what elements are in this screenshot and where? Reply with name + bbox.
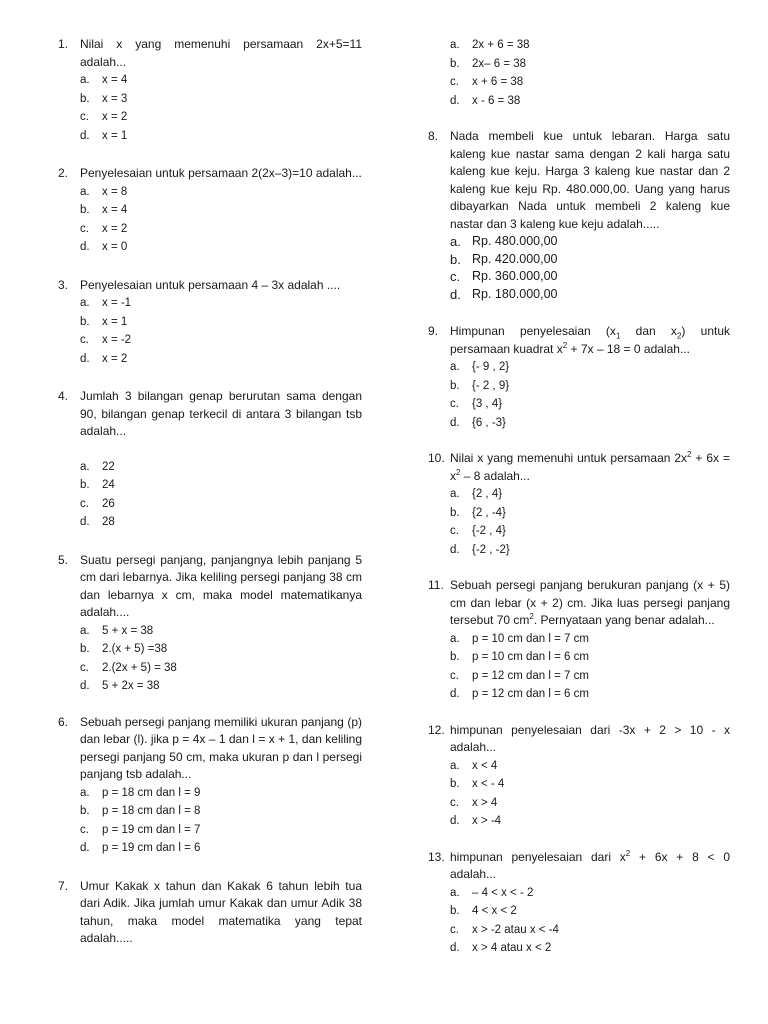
option-a[interactable] (80, 622, 362, 641)
option-text: p = 19 cm dan l = 7 (102, 823, 201, 836)
option-text: 2.(2x + 5) = 38 (102, 661, 177, 674)
option-d[interactable] (450, 812, 730, 831)
question-6 (58, 714, 362, 858)
option-text: 28 (102, 516, 115, 528)
option-text: 2.(x + 5) =38 (102, 643, 168, 655)
question-number: 1. (58, 37, 69, 51)
option-text: p = 10 cm dan l = 6 cm (472, 651, 589, 663)
option-text: x > -4 (472, 815, 502, 827)
option-a[interactable] (450, 630, 730, 649)
question-8 (428, 128, 730, 303)
option-letter: c. (450, 269, 461, 284)
option-letter: a. (450, 886, 460, 899)
option-letter: b. (80, 204, 90, 216)
option-text: x - 6 = 38 (472, 94, 521, 107)
option-c[interactable] (450, 667, 730, 686)
option-a[interactable] (450, 36, 730, 55)
option-letter: a. (80, 74, 90, 86)
option-text: Rp. 360.000,00 (472, 269, 558, 283)
option-c[interactable] (80, 220, 362, 239)
option-text: 5 + 2x = 38 (102, 680, 160, 692)
question-number: 5. (58, 552, 69, 567)
question-3 (58, 277, 362, 369)
option-c[interactable] (450, 522, 730, 541)
options (80, 622, 362, 696)
option-text: {2 , -4} (472, 506, 506, 519)
option-text: p = 18 cm dan l = 9 (102, 786, 201, 799)
option-text: x > -2 atau x < -4 (472, 923, 559, 936)
options (80, 294, 362, 368)
question-text: Suatu persegi panjang, panjangnya lebih panjang 5 cm dari lebarnya. Jika keliling persegi panjang 38 cm dan lebarnya x cm, maka model matematikanya adalah.... (80, 552, 362, 619)
question-10 (428, 450, 730, 559)
option-text: p = 19 cm dan l = 6 (102, 842, 201, 854)
option-d[interactable] (80, 839, 362, 858)
option-letter: a. (80, 297, 90, 309)
option-text: {- 9 , 2} (472, 361, 510, 373)
option-b[interactable] (450, 377, 730, 396)
option-text: p = 18 cm dan l = 8 (102, 805, 201, 817)
options (450, 36, 730, 110)
option-letter: a. (450, 39, 460, 51)
option-letter: d. (80, 241, 90, 253)
option-letter: a. (80, 185, 90, 198)
superscript: 2 (529, 612, 534, 621)
text-part: ) untuk persamaan kuadrat x (450, 324, 730, 356)
option-b[interactable] (450, 55, 730, 74)
option-c[interactable] (450, 268, 730, 286)
text-part: Himpunan penyelesaian (x (450, 324, 616, 338)
option-d[interactable] (450, 541, 730, 560)
option-text: x = -2 (102, 334, 132, 346)
question-2 (58, 165, 362, 257)
question-number: 4. (58, 389, 69, 403)
option-a[interactable] (450, 757, 730, 776)
option-letter: d. (450, 94, 460, 107)
option-text: {-2 , 4} (472, 525, 506, 537)
option-letter: d. (80, 680, 90, 692)
question-number: 11. (428, 578, 444, 592)
superscript: 2 (456, 467, 461, 477)
option-text: 2x– 6 = 38 (472, 57, 527, 70)
option-text: {- 2 , 9} (472, 379, 510, 392)
option-d[interactable] (80, 238, 362, 257)
option-letter: a. (80, 786, 90, 799)
option-d[interactable] (80, 127, 362, 146)
question-number: 13. (428, 849, 445, 864)
option-a[interactable] (450, 233, 730, 251)
option-letter: a. (80, 624, 90, 637)
question-text: Jumlah 3 bilangan genap berurutan sama dengan 90, bilangan genap terkecil di antara 3 bilangan tsb adalah... (80, 389, 362, 438)
option-text: x = 1 (102, 129, 128, 142)
option-text: x > 4 atau x < 2 (472, 942, 552, 954)
option-b[interactable] (80, 802, 362, 821)
option-letter: d. (450, 416, 460, 429)
option-b[interactable] (450, 504, 730, 523)
option-letter: b. (450, 57, 460, 70)
superscript: 2 (562, 340, 568, 350)
question-text: himpunan penyelesaian dari -3x + 2 > 10 - x adalah... (450, 722, 730, 754)
question-number: 7. (58, 878, 69, 893)
question-7 (58, 878, 362, 948)
option-text: x = 2 (102, 111, 128, 123)
option-a[interactable] (450, 358, 730, 377)
options (450, 630, 730, 704)
question-text (450, 323, 730, 358)
option-d[interactable] (80, 513, 362, 532)
option-text: {6 , -3} (472, 416, 506, 429)
option-text: 26 (102, 497, 115, 510)
option-letter: d. (450, 688, 460, 700)
question-1 (58, 36, 362, 145)
question-number: 12. (428, 722, 445, 737)
option-text: p = 12 cm dan l = 7 cm (472, 669, 589, 682)
options (450, 757, 730, 831)
option-text: x + 6 = 38 (472, 76, 524, 88)
option-b[interactable] (450, 775, 730, 794)
options (450, 884, 730, 958)
text-part: + 6x + 8 < 0 adalah... (450, 849, 730, 881)
options (80, 183, 362, 257)
question-number: 2. (58, 166, 69, 180)
option-text: p = 12 cm dan l = 6 cm (472, 688, 589, 700)
option-letter: a. (80, 460, 90, 473)
option-b[interactable] (80, 476, 362, 495)
question-text (450, 577, 730, 630)
option-letter: c. (450, 398, 459, 410)
option-letter: b. (80, 479, 90, 491)
question-text: Penyelesaian untuk persamaan 4 – 3x adalah .... (80, 277, 341, 292)
option-letter: c. (80, 111, 89, 123)
option-b[interactable] (450, 902, 730, 921)
option-letter: c. (450, 796, 459, 809)
option-a[interactable] (450, 884, 730, 903)
option-letter: c. (80, 823, 89, 836)
question-number: 10. (428, 451, 445, 465)
option-d[interactable] (80, 350, 362, 369)
option-letter: c. (450, 525, 459, 537)
option-text: 2x + 6 = 38 (472, 39, 530, 51)
option-letter: b. (450, 651, 460, 663)
option-letter: b. (450, 778, 460, 790)
question-13 (428, 849, 730, 958)
option-text: x < 4 (472, 759, 498, 772)
option-text: x = 8 (102, 185, 128, 198)
option-b[interactable] (450, 648, 730, 667)
option-c[interactable] (450, 395, 730, 414)
subscript: 1 (615, 331, 621, 341)
option-letter: d. (80, 516, 90, 528)
option-letter: d. (80, 842, 90, 854)
option-b[interactable] (80, 201, 362, 220)
option-text: x = 0 (102, 241, 128, 253)
option-b[interactable] (80, 640, 362, 659)
option-text: x < - 4 (472, 778, 505, 790)
text-part: himpunan penyelesaian dari x (450, 849, 626, 864)
options (80, 71, 362, 145)
option-text: x = 4 (102, 74, 128, 86)
option-text: 4 < x < 2 (472, 905, 517, 917)
option-text: 24 (102, 479, 115, 491)
option-letter: b. (80, 92, 90, 105)
option-letter: d. (450, 543, 460, 556)
option-a[interactable] (80, 784, 362, 803)
option-letter: c. (450, 669, 459, 682)
option-text: {3 , 4} (472, 398, 503, 410)
option-text: x = 1 (102, 315, 128, 328)
option-a[interactable] (80, 71, 362, 90)
option-letter: b. (450, 251, 461, 267)
question-text: Penyelesaian untuk persamaan 2(2x–3)=10 adalah... (80, 166, 362, 180)
left-column (58, 36, 362, 948)
question-number: 9. (428, 324, 439, 338)
option-letter: d. (450, 942, 460, 954)
option-letter: b. (450, 905, 460, 917)
option-letter: d. (450, 286, 461, 302)
option-c[interactable] (80, 821, 362, 840)
option-text: 5 + x = 38 (102, 624, 154, 637)
option-text: x = 3 (102, 92, 128, 105)
superscript: 2 (625, 848, 631, 858)
option-text: 22 (102, 460, 115, 473)
option-letter: c. (450, 923, 459, 936)
option-c[interactable] (80, 495, 362, 514)
question-number: 6. (58, 714, 69, 729)
text-part: dan x (620, 324, 677, 338)
option-c[interactable] (80, 659, 362, 678)
question-12 (428, 722, 730, 831)
option-text: x = 2 (102, 222, 128, 235)
options (80, 458, 362, 532)
option-letter: d. (80, 129, 90, 142)
question-11 (428, 577, 730, 704)
option-letter: b. (450, 379, 460, 392)
option-d[interactable] (450, 685, 730, 704)
question-text: Umur Kakak x tahun dan Kakak 6 tahun lebih tua dari Adik. Jika jumlah umur Kakak dan umur Adik 38 tahun, maka model matematika yang tepat adalah..... (80, 878, 362, 945)
question-number: 8. (428, 129, 439, 143)
text-part: Sebuah persegi panjang berukuran panjang (x + 5) cm dan lebar (x + 2) cm. Jika luas persegi panjang tersebut 70 cm (450, 578, 730, 627)
option-text: x = 4 (102, 204, 128, 216)
option-letter: c. (80, 222, 89, 235)
option-d[interactable] (450, 92, 730, 111)
question-4 (58, 388, 362, 532)
option-c[interactable] (450, 921, 730, 940)
question-text: Sebuah persegi panjang memiliki ukuran panjang (p) dan lebar (l). jika p = 4x – 1 dan l = x + 1, dan keliling persegi panjang 50 cm, maka ukuran p dan l persegi panjang tsb adalah... (80, 714, 362, 781)
option-text: x > 4 (472, 796, 498, 809)
question-9 (428, 323, 730, 432)
option-c[interactable] (80, 108, 362, 127)
text-part: – 8 adalah... (460, 468, 530, 483)
option-c[interactable] (80, 331, 362, 350)
option-a[interactable] (80, 183, 362, 202)
option-letter: a. (450, 234, 461, 249)
option-b[interactable] (80, 90, 362, 109)
text-part: Nilai x yang memenuhi untuk persamaan 2x (450, 451, 688, 465)
subscript: 2 (676, 331, 682, 341)
text-part: . Pernyataan yang benar adalah... (533, 613, 715, 627)
option-letter: a. (450, 361, 460, 373)
question-text: Nada membeli kue untuk lebaran. Harga satu kaleng kue nastar sama dengan 2 kali harga satu kaleng kue keju. Harga 3 kaleng kue nastar dan 2 kaleng kue keju Rp. 480.000,00. Uang yang harus dibayarkan Nada untuk membeli 2 kaleng kue nastar dan 3 kaleng kue keju adalah..... (450, 129, 730, 231)
option-text: Rp. 180.000,00 (472, 286, 558, 301)
option-d[interactable] (450, 286, 730, 304)
option-letter: d. (450, 815, 460, 827)
option-a[interactable] (450, 485, 730, 504)
option-text: x = -1 (102, 297, 132, 309)
option-letter: b. (450, 506, 460, 519)
option-c[interactable] (450, 794, 730, 813)
question-text (450, 450, 730, 485)
option-letter: a. (450, 632, 460, 645)
options (450, 485, 730, 559)
option-letter: c. (80, 497, 89, 510)
option-b[interactable] (450, 251, 730, 269)
option-text: {2 , 4} (472, 488, 503, 500)
option-text: Rp. 480.000,00 (472, 234, 558, 248)
option-a[interactable] (80, 294, 362, 313)
option-text: x = 2 (102, 352, 128, 365)
option-letter: b. (80, 643, 90, 655)
option-letter: c. (80, 334, 89, 346)
option-d[interactable] (80, 677, 362, 696)
text-part: + 6x = x (450, 451, 730, 483)
question-7-options (428, 36, 730, 110)
option-letter: a. (450, 488, 460, 500)
question-text: Nilai x yang memenuhi persamaan 2x+5=11 adalah... (80, 37, 362, 69)
option-text: {-2 , -2} (472, 543, 510, 556)
option-d[interactable] (450, 939, 730, 958)
option-b[interactable] (80, 313, 362, 332)
text-part: + 7x – 18 = 0 adalah... (567, 341, 690, 356)
question-text (450, 849, 730, 884)
option-c[interactable] (450, 73, 730, 92)
question-5 (58, 552, 362, 696)
superscript: 2 (687, 450, 692, 459)
right-column (428, 36, 730, 958)
option-d[interactable] (450, 414, 730, 433)
option-text: – 4 < x < - 2 (472, 886, 534, 899)
option-a[interactable] (80, 458, 362, 477)
option-text: p = 10 cm dan l = 7 cm (472, 632, 589, 645)
options (450, 233, 730, 303)
option-letter: b. (80, 315, 90, 328)
option-letter: b. (80, 805, 90, 817)
option-text: Rp. 420.000,00 (472, 251, 558, 266)
options (80, 784, 362, 858)
option-letter: d. (80, 352, 90, 365)
options (450, 358, 730, 432)
option-letter: c. (450, 76, 459, 88)
option-letter: c. (80, 661, 89, 674)
option-letter: a. (450, 759, 460, 772)
question-number: 3. (58, 277, 69, 292)
